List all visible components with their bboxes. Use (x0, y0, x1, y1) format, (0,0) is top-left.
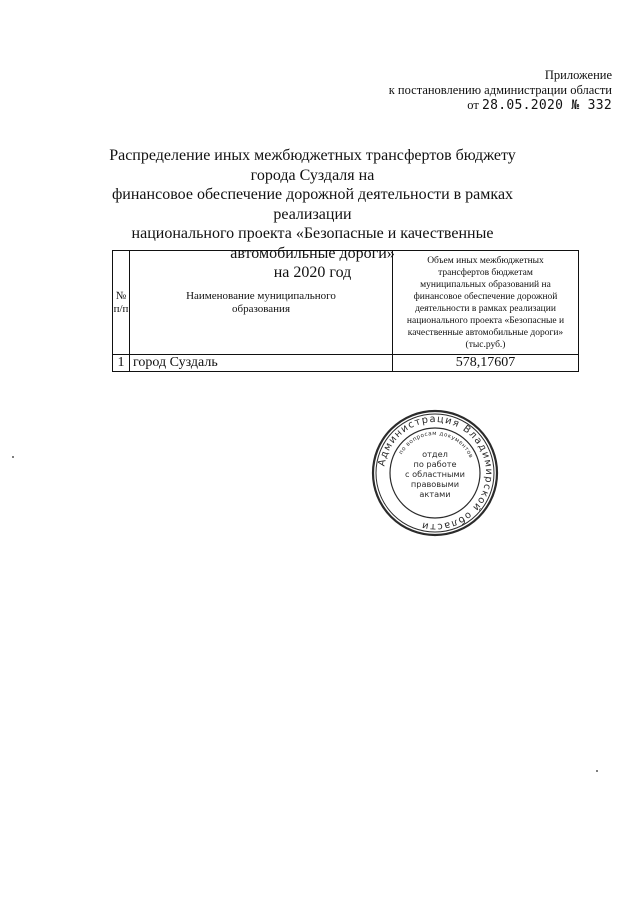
header-amount-line: деятельности в рамках реализации (415, 304, 556, 314)
header-municipality-line: образования (231, 302, 291, 315)
title-line: Распределение иных межбюджетных трансфертов бюджету города Суздаля на (109, 147, 516, 184)
stamp-center-text (405, 449, 465, 499)
header-municipality-line: Наименование муниципального (186, 289, 336, 302)
header-number (113, 251, 130, 355)
header-amount-line: качественные автомобильные дороги» (407, 328, 564, 338)
header-amount (393, 251, 579, 355)
appendix-resolution: к постановлению администрации области (388, 83, 612, 97)
header-amount-line: трансфертов бюджетам (438, 268, 533, 278)
header-municipality (130, 251, 393, 355)
header-amount-line: Объем иных межбюджетных (427, 256, 544, 266)
title-line: финансовое обеспечение дорожной деятельности в рамках реализации (111, 186, 514, 223)
header-number-symbol: № (115, 289, 127, 302)
appendix-date-prefix: от (467, 98, 479, 112)
appendix-header (292, 68, 612, 113)
header-amount-line: финансовое обеспечение дорожной (413, 292, 558, 302)
header-amount-line: муниципальных образований на (420, 280, 551, 290)
stamp-center-line: отдел (422, 449, 448, 459)
stamp-center-line: по работе (413, 459, 457, 469)
header-number-abbr: п/п (113, 302, 129, 315)
stamp-inner-text: по вопросам документов (398, 430, 474, 460)
table-header-row (113, 251, 579, 355)
stamp-center-line: актами (419, 489, 451, 499)
header-amount-line: национального проекта «Безопасные и (406, 316, 565, 326)
distribution-table (112, 250, 579, 372)
scan-speck (596, 770, 598, 772)
appendix-date-number (292, 98, 612, 113)
table-row (113, 355, 579, 372)
scan-speck (12, 456, 14, 458)
appendix-label: Приложение (544, 68, 612, 82)
row-number: 1 (113, 355, 130, 372)
stamp-center-line: правовыми (410, 479, 460, 489)
title-line: национального проекта «Безопасные и качественные автомобильные дороги» (131, 225, 494, 262)
stamp-center-line: с областными (405, 469, 465, 479)
row-amount: 578,17607 (393, 355, 579, 372)
row-municipality: город Суздаль (130, 355, 393, 372)
title-line: на 2020 год (273, 264, 352, 281)
header-amount-unit: (тыс.руб.) (465, 340, 506, 350)
official-stamp-seal (370, 408, 500, 538)
stamp-outer-text: Администрация Владимирской области (376, 413, 495, 533)
appendix-date-value: 28.05.2020 № 332 (481, 98, 612, 113)
